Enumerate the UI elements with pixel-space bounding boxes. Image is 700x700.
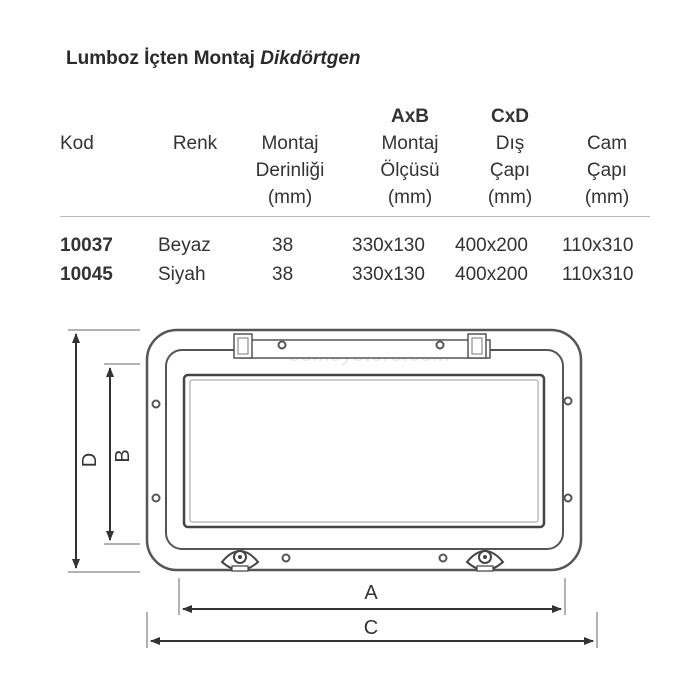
- label-d: D: [79, 452, 101, 468]
- header-divider: [60, 216, 650, 217]
- row2-dis: 400x200: [455, 264, 528, 285]
- row2-derinlik: 38: [272, 264, 294, 285]
- row2-montaj: 330x130: [352, 264, 425, 285]
- hinge-right: [468, 334, 486, 358]
- header-montaj-derinligi: Montaj Derinliği (mm): [255, 133, 325, 208]
- header-cam-capi: Cam Çapı (mm): [584, 133, 630, 208]
- row1-dis: 400x200: [455, 235, 528, 256]
- title-main: Lumboz İçten Montaj: [66, 48, 255, 69]
- title-italic: Dikdörtgen: [260, 48, 361, 69]
- glass-pane: [184, 375, 544, 527]
- row1-derinlik: 38: [272, 235, 294, 256]
- header-renk: Renk: [172, 133, 218, 154]
- label-b: B: [112, 449, 134, 463]
- clamp-right: [467, 551, 503, 571]
- product-title: [66, 48, 361, 70]
- header-kod: Kod: [60, 133, 94, 154]
- hinge-bar: [240, 340, 490, 358]
- row1-renk: Beyaz: [158, 235, 211, 256]
- label-c: C: [363, 617, 379, 639]
- row2-cam: 110x310: [562, 264, 634, 285]
- row1-cam: 110x310: [562, 235, 634, 256]
- hinge-left: [234, 334, 252, 358]
- label-a: A: [364, 582, 378, 604]
- header-montaj-olcusu: AxB Montaj Ölçüsü (mm): [380, 106, 440, 208]
- row1-montaj: 330x130: [352, 235, 425, 256]
- row2-kod: 10045: [60, 264, 113, 285]
- porthole-diagram: [0, 300, 700, 700]
- header-dis-capi: CxD Dış Çapı (mm): [487, 106, 533, 208]
- outer-frame: [147, 330, 581, 570]
- clamp-left: [222, 551, 258, 571]
- row1-kod: 10037: [60, 235, 113, 256]
- row2-renk: Siyah: [158, 264, 206, 285]
